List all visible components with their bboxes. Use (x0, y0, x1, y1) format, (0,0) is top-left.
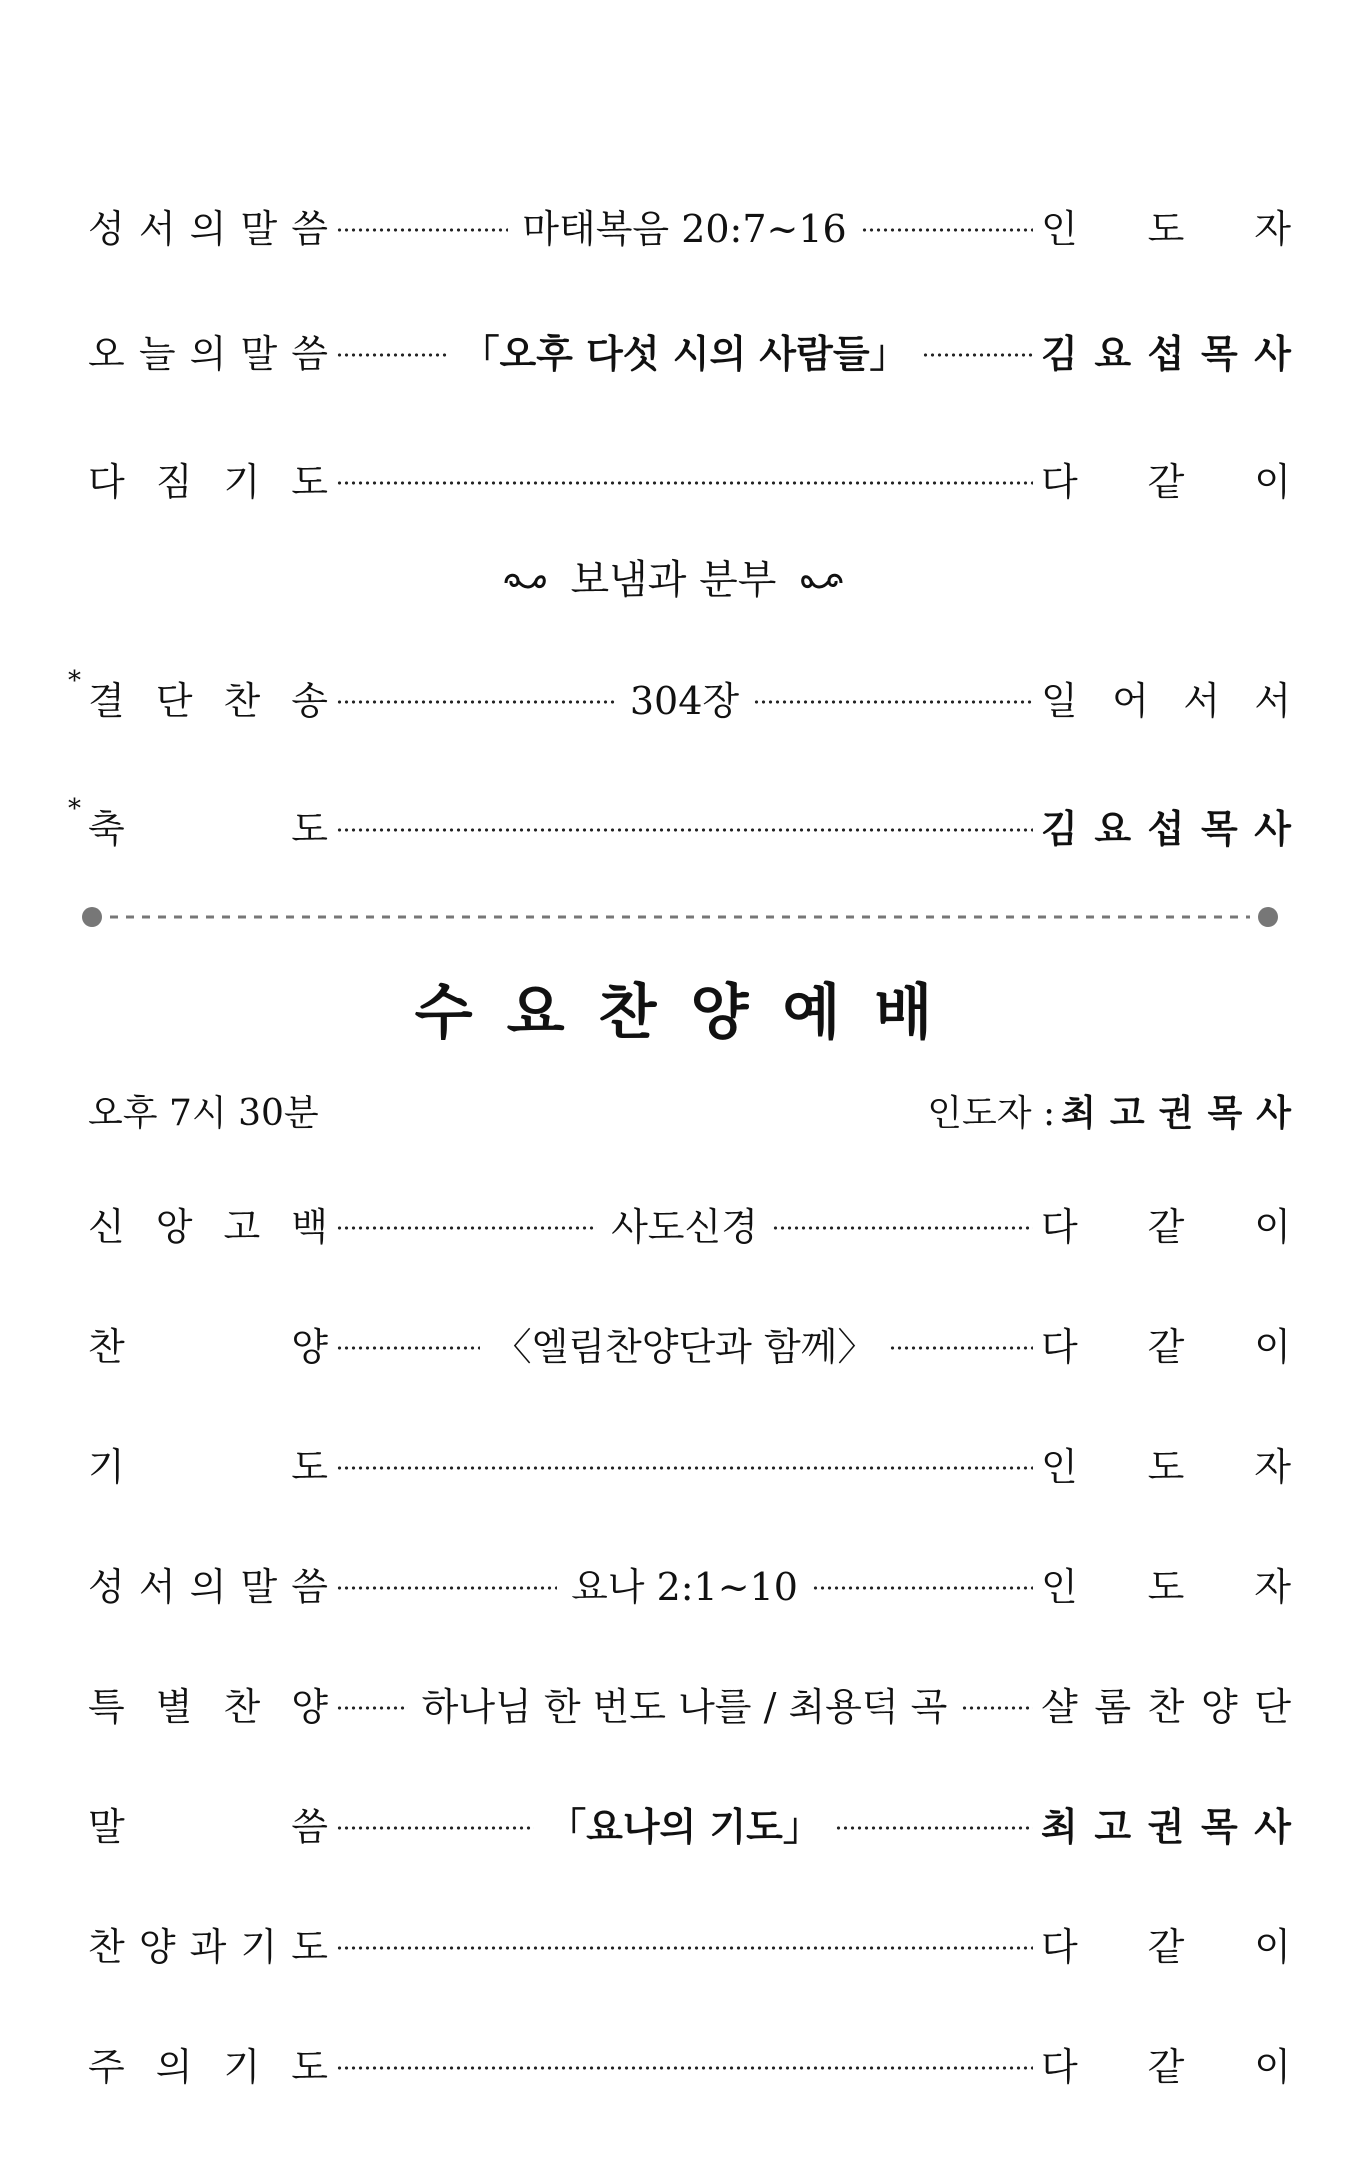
dotted-leader (336, 1226, 597, 1230)
right-ornament-icon (799, 569, 845, 595)
required-standing-mark: * (68, 665, 81, 696)
label-char: 찬 (88, 1324, 125, 1369)
row-item: 「요나의 기도」 (548, 1804, 821, 1849)
performer-char: 자 (1254, 1564, 1292, 1609)
label-char: 찬 (223, 1684, 261, 1729)
performer-char: 같 (1147, 459, 1185, 504)
row-performer (1041, 1796, 1291, 1851)
dotted-leader (336, 228, 508, 232)
leader-name-char: 최 (1061, 1092, 1096, 1134)
label-char: 오 (88, 331, 125, 376)
performer-char: 다 (1041, 1924, 1078, 1969)
row-performer (1041, 1316, 1291, 1371)
label-char: 신 (88, 1204, 125, 1249)
label-char: 다 (88, 459, 125, 504)
performer-char: 같 (1147, 1924, 1185, 1969)
row-label (88, 1676, 328, 1731)
left-ornament-icon (502, 569, 548, 595)
performer-char: 단 (1254, 1684, 1291, 1729)
row-performer (1041, 451, 1291, 506)
label-char: 씀 (291, 1564, 328, 1609)
row-performer (1041, 1196, 1291, 1251)
label-char: 말 (240, 331, 278, 376)
label-char: 씀 (291, 331, 328, 376)
dotted-leader (336, 481, 1033, 485)
row-performer (1041, 2036, 1291, 2091)
section-heading-text: 보냄과 분부 (570, 557, 777, 603)
dotted-leader (961, 1706, 1033, 1710)
performer-char: 같 (1147, 1204, 1185, 1249)
dotted-leader (835, 1826, 1033, 1830)
performer-char: 이 (1254, 1324, 1291, 1369)
leader-name-char: 권 (1158, 1092, 1194, 1134)
label-char: 기 (223, 459, 261, 504)
performer-char: 찬 (1147, 1684, 1185, 1729)
performer-char: 양 (1200, 1684, 1238, 1729)
performer-char: 도 (1147, 1564, 1185, 1609)
row-item: 「오후 다섯 시의 사람들」 (461, 331, 908, 376)
leader-name (1061, 1085, 1291, 1136)
performer-char: 이 (1254, 459, 1291, 504)
service-row (88, 448, 1291, 508)
label-char: 서 (138, 1564, 176, 1609)
dotted-leader (336, 1346, 480, 1350)
performer-char: 이 (1254, 1924, 1291, 1969)
performer-char: 김 (1041, 331, 1078, 376)
row-label (88, 323, 328, 378)
dotted-leader (812, 1586, 1033, 1590)
performer-char: 섭 (1147, 806, 1185, 851)
performer-char: 다 (1041, 459, 1078, 504)
label-char: 성 (88, 206, 125, 251)
service-row (88, 1793, 1291, 1853)
performer-char: 샬 (1041, 1684, 1078, 1729)
row-performer (1041, 1436, 1291, 1491)
label-char: 말 (88, 1804, 125, 1849)
performer-char: 사 (1254, 331, 1291, 376)
row-performer (1041, 198, 1291, 253)
row-performer (1041, 323, 1291, 378)
service-leader (927, 1085, 1291, 1136)
dotted-leader (336, 700, 616, 704)
leader-name-char: 고 (1109, 1092, 1145, 1134)
performer-char: 다 (1041, 1204, 1078, 1249)
label-char: 기 (240, 1924, 278, 1969)
service-row (88, 1553, 1291, 1613)
performer-char: 요 (1094, 806, 1132, 851)
row-performer (1041, 1676, 1291, 1731)
performer-char: 도 (1147, 206, 1185, 251)
label-char: 의 (189, 1564, 227, 1609)
row-label (88, 1196, 328, 1251)
row-performer (1041, 1556, 1291, 1611)
row-item: 하나님 한 번도 나를 / 최용덕 곡 (421, 1684, 948, 1729)
row-item: 요나 2:1~10 (571, 1564, 798, 1609)
label-char: 씀 (291, 206, 328, 251)
row-performer (1041, 670, 1291, 725)
dotted-leader (336, 1946, 1033, 1950)
label-char: 서 (138, 206, 176, 251)
performer-char: 권 (1147, 1804, 1185, 1849)
label-char: 양 (138, 1924, 176, 1969)
dotted-leader (336, 1826, 534, 1830)
service-row (88, 1673, 1291, 1733)
label-char: 의 (189, 206, 227, 251)
performer-char: 다 (1041, 1324, 1078, 1369)
row-performer (1041, 798, 1291, 853)
row-performer (1041, 1916, 1291, 1971)
performer-char: 섭 (1147, 331, 1185, 376)
label-char: 도 (291, 1444, 328, 1489)
dotted-leader (336, 2066, 1033, 2070)
performer-char: 다 (1041, 2044, 1078, 2089)
leader-label: 인도자 : (927, 1092, 1056, 1134)
row-label (88, 451, 328, 506)
section-heading (0, 548, 1347, 605)
label-char: 주 (88, 2044, 125, 2089)
label-char: 도 (291, 2044, 328, 2089)
performer-char: 목 (1200, 331, 1238, 376)
label-char: 도 (291, 806, 328, 851)
label-char: 축 (88, 806, 125, 851)
performer-char: 인 (1041, 206, 1078, 251)
service-time: 오후 7시 30분 (88, 1092, 319, 1134)
performer-char: 인 (1041, 1564, 1078, 1609)
row-label (88, 1556, 328, 1611)
performer-char: 같 (1147, 1324, 1185, 1369)
label-char: 성 (88, 1564, 125, 1609)
row-label (88, 1316, 328, 1371)
row-label (68, 793, 328, 853)
row-item: 〈엘림찬양단과 함께〉 (493, 1324, 876, 1369)
label-char: 별 (155, 1684, 193, 1729)
service-row (88, 1913, 1291, 1973)
performer-char: 자 (1254, 1444, 1291, 1489)
label-char: 도 (291, 1924, 328, 1969)
row-label (88, 1796, 328, 1851)
performer-char: 사 (1254, 806, 1291, 851)
performer-char: 롬 (1094, 1684, 1132, 1729)
service-title: 수요찬양예배 (414, 978, 967, 1048)
dotted-leader (922, 353, 1033, 357)
service-row (88, 1193, 1291, 1253)
performer-char: 서 (1183, 678, 1220, 723)
label-char: 송 (291, 678, 328, 723)
performer-char: 최 (1041, 1804, 1078, 1849)
dotted-leader (861, 228, 1033, 232)
label-char: 기 (223, 2044, 261, 2089)
service-info (88, 1080, 1291, 1140)
dotted-leader (336, 1466, 1033, 1470)
dotted-leader (336, 1706, 408, 1710)
label-char: 기 (88, 1444, 125, 1489)
row-item: 사도신경 (611, 1204, 758, 1249)
performer-char: 김 (1041, 806, 1078, 851)
label-char: 찬 (88, 1924, 125, 1969)
required-standing-mark: * (68, 793, 81, 824)
performer-char: 이 (1254, 1204, 1291, 1249)
label-char: 특 (88, 1684, 125, 1729)
service-row (88, 1313, 1291, 1373)
leader-name-char: 목 (1207, 1092, 1243, 1134)
section-divider (80, 905, 1280, 929)
label-char: 과 (189, 1924, 227, 1969)
label-char: 결 (88, 678, 125, 723)
dotted-leader (753, 700, 1033, 704)
row-item: 마태복음 20:7~16 (522, 206, 847, 251)
performer-char: 인 (1041, 1444, 1078, 1489)
label-char: 늘 (138, 331, 176, 376)
leader-name-char: 사 (1256, 1092, 1291, 1134)
row-item: 304장 (629, 678, 740, 723)
label-char: 찬 (223, 678, 261, 723)
label-char: 말 (240, 1564, 278, 1609)
label-char: 도 (291, 459, 328, 504)
dotted-leader (889, 1346, 1033, 1350)
service-row (68, 793, 1291, 855)
label-char: 앙 (155, 1204, 193, 1249)
label-char: 양 (291, 1684, 328, 1729)
label-char: 말 (240, 206, 278, 251)
label-char: 의 (155, 2044, 193, 2089)
performer-char: 고 (1094, 1804, 1132, 1849)
label-char: 짐 (155, 459, 193, 504)
service-row (88, 2033, 1291, 2093)
service-row (88, 195, 1291, 255)
dotted-leader (336, 353, 447, 357)
row-label (88, 2036, 328, 2091)
label-char: 고 (223, 1204, 261, 1249)
performer-char: 이 (1254, 2044, 1291, 2089)
dotted-leader (336, 828, 1033, 832)
label-char: 씀 (291, 1804, 328, 1849)
performer-char: 서 (1254, 678, 1291, 723)
dotted-leader (772, 1226, 1033, 1230)
service-row (88, 320, 1291, 380)
performer-char: 도 (1147, 1444, 1185, 1489)
performer-char: 일 (1041, 678, 1078, 723)
performer-char: 목 (1200, 806, 1238, 851)
performer-char: 자 (1254, 206, 1292, 251)
service-row (88, 1433, 1291, 1493)
row-label (88, 198, 328, 253)
row-label (88, 1436, 328, 1491)
performer-char: 같 (1147, 2044, 1185, 2089)
row-label (88, 1916, 328, 1971)
label-char: 양 (291, 1324, 328, 1369)
label-char: 의 (189, 331, 227, 376)
performer-char: 요 (1094, 331, 1132, 376)
row-label (68, 665, 328, 725)
label-char: 백 (291, 1204, 328, 1249)
performer-char: 사 (1254, 1804, 1291, 1849)
service-row (68, 665, 1291, 727)
dotted-leader (336, 1586, 557, 1590)
performer-char: 어 (1112, 678, 1149, 723)
label-char: 단 (155, 678, 193, 723)
performer-char: 목 (1200, 1804, 1238, 1849)
